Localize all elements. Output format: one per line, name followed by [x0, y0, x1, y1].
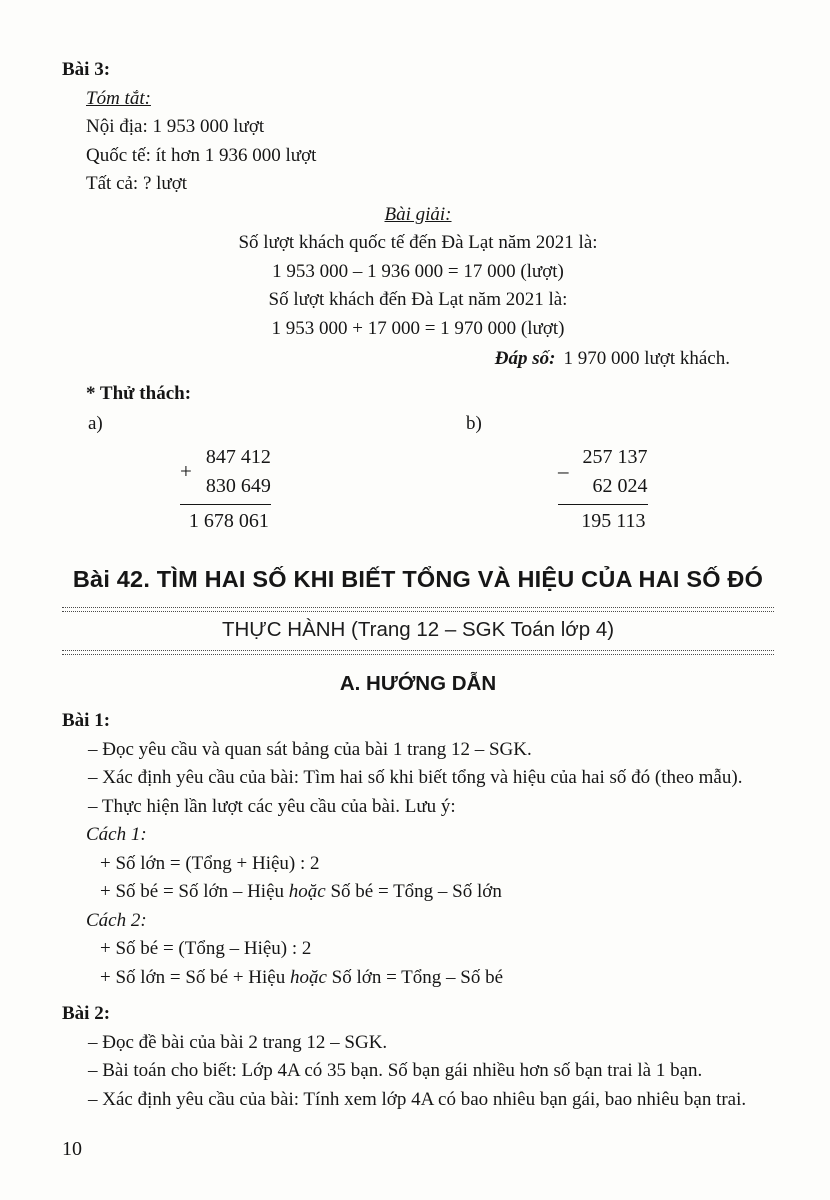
addition-rule-line: [180, 504, 271, 505]
cach1-label: Cách 1:: [86, 824, 147, 846]
problem3-baigiai-label: Bài giải:: [384, 203, 452, 225]
plus-operator: +: [180, 459, 192, 484]
challenge-a-label: a): [88, 413, 103, 434]
exercise-1-section: [62, 707, 774, 992]
solution-line-1: Số lượt khách quốc tế đến Đà Lạt năm 2021 là:: [238, 232, 598, 253]
subtraction-problem: [558, 443, 648, 536]
cach2-label: Cách 2:: [86, 909, 147, 931]
problem-3-section: [62, 56, 774, 374]
cach2-line-2-post: Số lớn = Tổng – Số bé: [326, 966, 504, 988]
addition-result: 1 678 061: [188, 509, 269, 532]
subtraction-row-1: 257 137: [582, 445, 648, 468]
subtraction-numbers: [583, 443, 648, 501]
exercise2-title: Bài 2:: [62, 1003, 111, 1025]
solution-line-2: 1 953 000 – 1 936 000 = 17 000 (lượt): [272, 260, 564, 282]
cach2-line-2-pre: + Số lớn = Số bé + Hiệu: [100, 966, 290, 988]
exercise1-bullet-2: – Xác định yêu cầu của bài: Tìm hai số khi biết tổng và hiệu của hai số đó (theo mẫu).: [88, 767, 743, 789]
cach2-line-2-hoac: hoặc: [289, 966, 327, 988]
cach1-line-2-pre: + Số bé = Số lớn – Hiệu: [100, 881, 289, 903]
challenge-columns: [62, 410, 774, 536]
problem3-line-quoc-te: Quốc tế: ít hơn 1 936 000 lượt: [86, 144, 317, 166]
cach1-line-1: + Số lớn = (Tổng + Hiệu) : 2: [100, 852, 320, 874]
cach1-line-2-post: Số bé = Tổng – Số lớn: [325, 881, 502, 903]
exercise-2-section: [62, 1000, 774, 1114]
dotted-rule-bottom: [62, 650, 774, 655]
problem3-title: Bài 3:: [62, 59, 111, 80]
addition-problem: [180, 443, 271, 536]
answer-line: [62, 345, 774, 374]
exercise2-bullet-2: – Bài toán cho biết: Lớp 4A có 35 bạn. Số bạn gái nhiều hơn số bạn trai là 1 bạn.: [88, 1060, 703, 1082]
practice-subheading: THỰC HÀNH (Trang 12 – SGK Toán lớp 4): [221, 617, 615, 641]
exercise2-bullet-1: – Đọc đề bài của bài 2 trang 12 – SGK.: [88, 1031, 388, 1053]
problem3-solution-block: [62, 201, 774, 344]
section-a-heading: A. HƯỚNG DẪN: [339, 671, 497, 695]
addition-row-2: 830 649: [205, 474, 271, 497]
cach1-line-2-hoac: hoặc: [288, 881, 326, 903]
subtraction-result: 195 113: [581, 509, 646, 532]
addition-operands: [180, 443, 271, 501]
cach2-line-2: [100, 964, 774, 993]
solution-line-4: 1 953 000 + 17 000 = 1 970 000 (lượt): [271, 317, 565, 339]
problem3-line-noi-dia: Nội địa: 1 953 000 lượt: [86, 116, 265, 137]
challenge-column-a: [62, 410, 418, 536]
cach1-line-2: [100, 878, 774, 907]
subtraction-operands: [558, 443, 648, 501]
practice-subheading-block: [62, 607, 774, 655]
subtraction-row-2: 62 024: [592, 474, 648, 497]
lesson-42-heading: Bài 42. TÌM HAI SỐ KHI BIẾT TỔNG VÀ HIỆU CỦA HAI SỐ ĐÓ: [72, 565, 764, 592]
exercise1-bullet-1: – Đọc yêu cầu và quan sát bảng của bài 1 trang 12 – SGK.: [88, 738, 532, 760]
subtraction-rule-line: [558, 504, 648, 505]
dap-so-label: Đáp số:: [494, 348, 556, 369]
problem3-line-tat-ca: Tất cả: ? lượt: [86, 173, 188, 194]
exercise1-bullet-3: – Thực hiện lần lượt các yêu cầu của bài. Lưu ý:: [88, 795, 456, 817]
page-number: 10: [62, 1138, 82, 1160]
cach2-line-1: + Số bé = (Tổng – Hiệu) : 2: [100, 938, 312, 960]
challenge-title: * Thử thách:: [86, 382, 192, 404]
challenge-section: [62, 380, 774, 536]
dap-so-value: 1 970 000 lượt khách.: [563, 348, 730, 369]
challenge-b-label: b): [466, 413, 482, 434]
addition-row-1: 847 412: [205, 445, 271, 468]
exercise1-title: Bài 1:: [62, 710, 111, 732]
solution-line-3: Số lượt khách đến Đà Lạt năm 2021 là:: [268, 289, 568, 310]
problem3-tomtat-label: Tóm tắt:: [86, 87, 151, 109]
addition-numbers: [206, 443, 271, 501]
minus-operator: –: [558, 459, 569, 484]
challenge-column-b: [418, 410, 774, 536]
exercise2-bullet-3: – Xác định yêu cầu của bài: Tính xem lớp 4A có bao nhiêu bạn gái, bao nhiêu bạn trai.: [88, 1088, 747, 1110]
